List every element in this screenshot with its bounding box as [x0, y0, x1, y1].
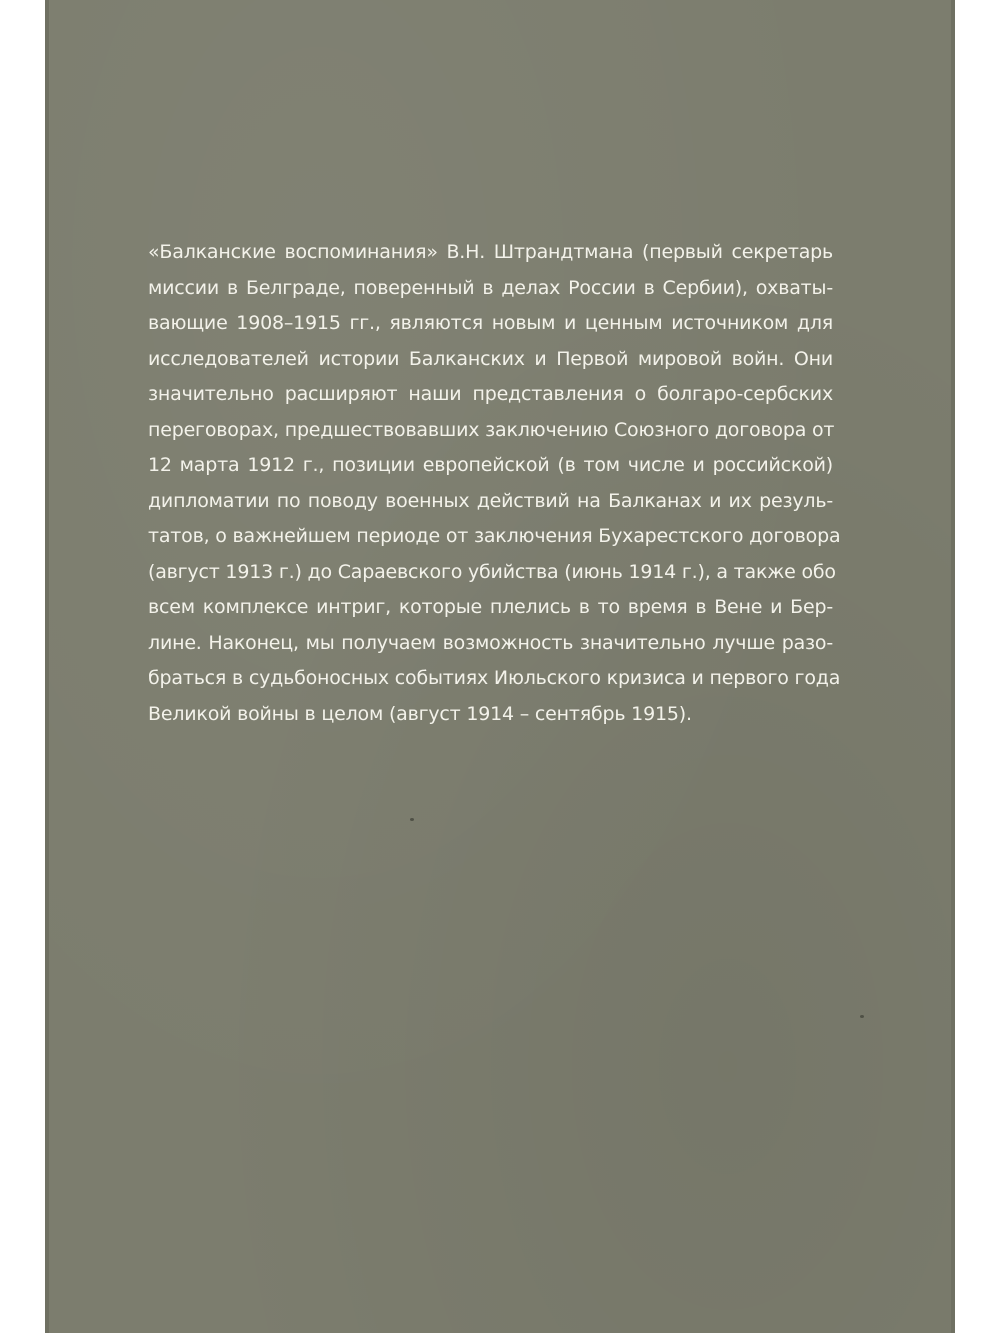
annotation-line: дипломатии по поводу военных действий на Балканах и их резуль-: [148, 489, 833, 512]
annotation-line: браться в судьбоносных событиях Июльского кризиса и первого года: [148, 667, 841, 689]
annotation-line: лине. Наконец, мы получаем возможность значительно лучше разо-: [148, 631, 833, 654]
annotation-line: миссии в Белграде, поверенный в делах России в Сербии), охваты-: [148, 276, 833, 299]
cover-left-edge: [45, 0, 49, 1333]
annotation-line: всем комплексе интриг, которые плелись в то время в Вене и Бер-: [148, 596, 833, 618]
annotation-line: переговорах, предшествовавших заключению Союзного договора от: [148, 418, 835, 441]
cover-right-edge: [951, 0, 955, 1333]
annotation-line: татов, о важнейшем периоде от заключения Бухарестского договора: [148, 525, 841, 547]
annotation-line: (август 1913 г.) до Сараевского убийства (июнь 1914 г.), а также обо: [148, 560, 836, 583]
annotation-line: «Балканские воспоминания» В.Н. Штрандтмана (первый секретарь: [148, 241, 833, 263]
paper-speck: [410, 818, 414, 821]
annotation-line: вающие 1908–1915 гг., являются новым и ценным источником для: [148, 312, 833, 334]
paper-speck: [860, 1015, 864, 1018]
annotation-line: исследователей истории Балканских и Первой мировой войн. Они: [148, 347, 833, 370]
annotation-line: значительно расширяют наши представления о болгаро-сербских: [148, 383, 833, 405]
annotation-text: [148, 235, 841, 732]
annotation-line: Великой войны в целом (август 1914 – сентябрь 1915).: [148, 702, 692, 725]
annotation-line: 12 марта 1912 г., позиции европейской (в том числе и российской): [148, 454, 833, 476]
